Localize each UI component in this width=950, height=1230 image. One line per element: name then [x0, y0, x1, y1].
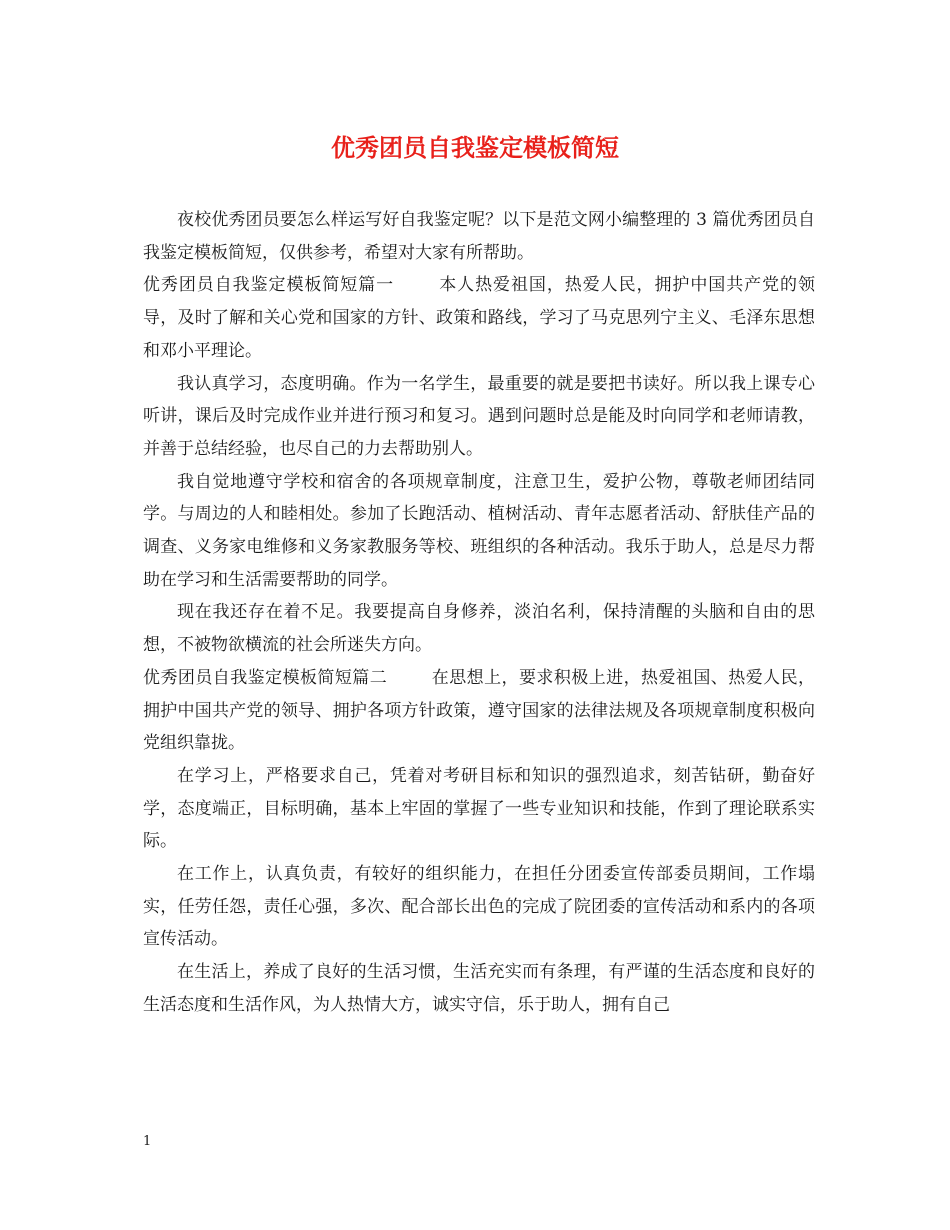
page-number: 1 [143, 1134, 152, 1149]
section-2-lead-text: 在思想上，要求积极上进，热爱祖国、热爱人民，拥护中国共产党的领导、拥护各项方针政策，遵守国家的法律法规及各项规章制度积极向党组织靠拢。 [143, 667, 816, 754]
section-1-paragraph: 我自觉地遵守学校和宿舍的各项规章制度，注意卫生，爱护公物，尊敬老师团结同学。与周边的人和睦相处。参加了长跑活动、植树活动、青年志愿者活动、舒肤佳产品的调查、义务家电维修和义务家教服务等校、班组织的各种活动。我乐于助人，总是尽力帮助在学习和生活需要帮助的同学。 [143, 471, 815, 590]
section-1-paragraph: 我认真学习，态度明确。作为一名学生，最重要的就是要把书读好。所以我上课专心听讲，课后及时完成作业并进行预习和复习。遇到问题时总是能及时向同学和老师请教，并善于总结经验，也尽自己的力去帮助别人。 [143, 373, 815, 459]
section-1-heading: 优秀团员自我鉴定模板简短篇一 [143, 275, 395, 296]
section-2-paragraph: 在生活上，养成了良好的生活习惯，生活充实而有条理，有严谨的生活态度和良好的生活态度和生活作风，为人热情大方，诚实守信，乐于助人，拥有自己 [143, 962, 815, 1015]
section-2-paragraph: 在工作上，认真负责，有较好的组织能力，在担任分团委宣传部委员期间，工作塌实，任劳任怨，责任心强，多次、配合部长出色的完成了院团委的宣传活动和系内的各项宣传活动。 [143, 864, 815, 950]
section-1-lead-paragraph [143, 269, 815, 367]
section-2-heading: 优秀团员自我鉴定模板简短篇二 [143, 667, 388, 688]
document-body [143, 204, 815, 1022]
section-2-lead-paragraph [143, 662, 815, 760]
section-1-lead-text: 本人热爱祖国，热爱人民，拥护中国共产党的领导，及时了解和关心党和国家的方针、政策和路线，学习了马克思列宁主义、毛泽东思想和邓小平理论。 [143, 275, 815, 361]
section-1-paragraph: 现在我还存在着不足。我要提高自身修养，淡泊名利，保持清醒的头脑和自由的思想，不被物欲横流的社会所迷失方向。 [143, 602, 815, 656]
section-2-paragraph: 在学习上，严格要求自己，凭着对考研目标和知识的强烈追求，刻苦钻研，勤奋好学，态度端正，目标明确，基本上牢固的掌握了一些专业知识和技能，作到了理论联系实际。 [143, 765, 815, 852]
intro-paragraph: 夜校优秀团员要怎么样运写好自我鉴定呢？以下是范文网小编整理的 3 篇优秀团员自我鉴定模板简短，仅供参考，希望对大家有所帮助。 [143, 210, 815, 263]
document-title: 优秀团员自我鉴定模板简短 [331, 134, 619, 162]
